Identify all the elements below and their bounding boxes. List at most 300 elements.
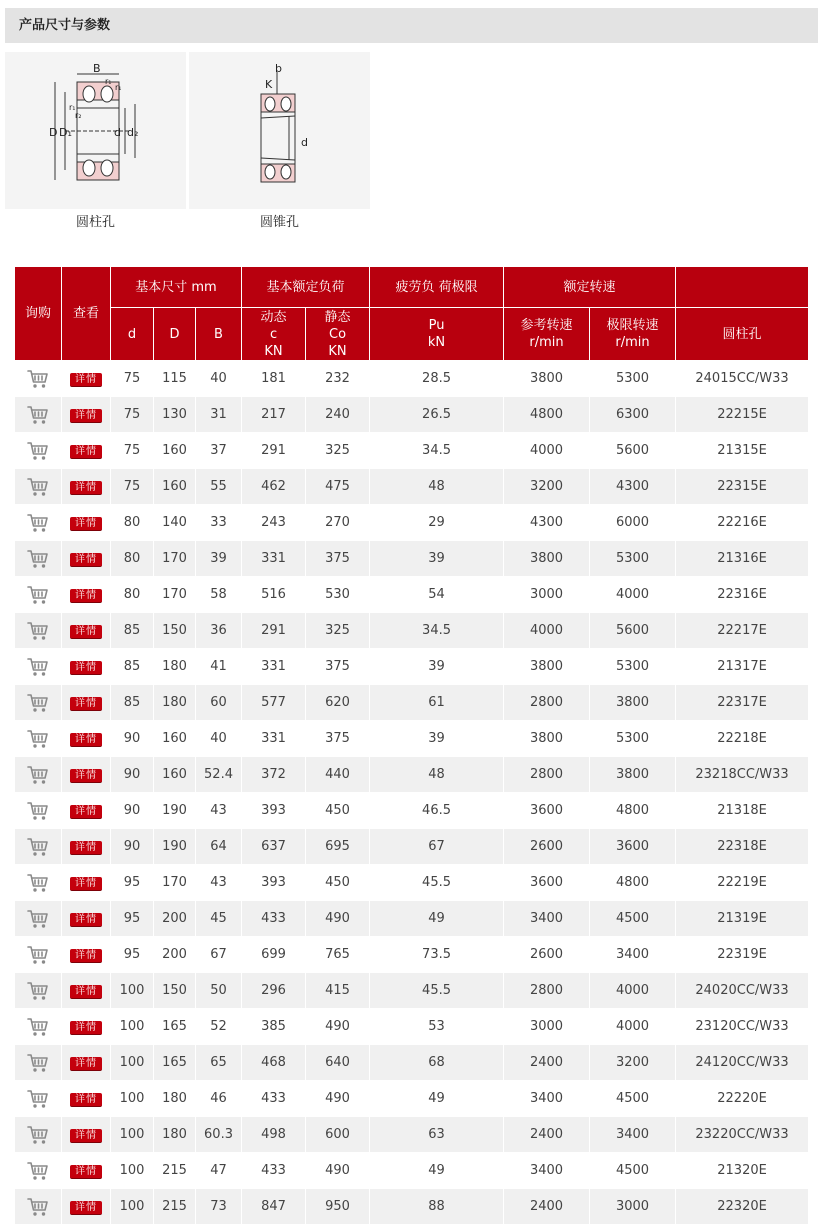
cell-ref-speed: 4000 xyxy=(504,433,590,469)
cell-dynamic-load: 699 xyxy=(242,937,306,973)
cell-dynamic-load: 637 xyxy=(242,829,306,865)
cell-limit-speed: 3600 xyxy=(590,829,676,865)
cell-D: 215 xyxy=(154,1189,196,1225)
cart-cell xyxy=(15,577,62,613)
cell-model: 22320E xyxy=(676,1189,809,1225)
header-basic-dims: 基本尺寸 mm xyxy=(111,267,242,308)
shopping-cart-icon[interactable] xyxy=(27,801,49,821)
header-rated-speed: 额定转速 xyxy=(504,267,676,308)
svg-text:d: d xyxy=(301,136,308,149)
cell-model: 24015CC/W33 xyxy=(676,361,809,397)
cell-D: 140 xyxy=(154,505,196,541)
detail-button[interactable]: 详情 xyxy=(70,949,102,963)
cell-fatigue-limit: 88 xyxy=(370,1189,504,1225)
table-row xyxy=(15,757,809,793)
cell-d: 85 xyxy=(111,685,154,721)
cylindrical-bore-caption: 圆柱孔 xyxy=(75,215,115,230)
table-row xyxy=(15,721,809,757)
cell-D: 215 xyxy=(154,1153,196,1189)
detail-cell xyxy=(62,865,111,901)
table-row xyxy=(15,793,809,829)
cell-dynamic-load: 181 xyxy=(242,361,306,397)
cell-d: 90 xyxy=(111,829,154,865)
cell-limit-speed: 4500 xyxy=(590,901,676,937)
detail-button[interactable]: 详情 xyxy=(70,553,102,567)
shopping-cart-icon[interactable] xyxy=(27,765,49,785)
detail-button[interactable]: 详情 xyxy=(70,913,102,927)
detail-cell xyxy=(62,757,111,793)
cell-fatigue-limit: 39 xyxy=(370,721,504,757)
cell-model: 24120CC/W33 xyxy=(676,1045,809,1081)
cell-ref-speed: 3400 xyxy=(504,1153,590,1189)
table-row xyxy=(15,1153,809,1189)
table-row xyxy=(15,973,809,1009)
table-row xyxy=(15,865,809,901)
cell-static-load: 440 xyxy=(306,757,370,793)
svg-text:r₁: r₁ xyxy=(115,83,122,92)
cell-ref-speed: 3800 xyxy=(504,361,590,397)
cell-static-load: 695 xyxy=(306,829,370,865)
cell-fatigue-limit: 63 xyxy=(370,1117,504,1153)
cell-ref-speed: 3800 xyxy=(504,649,590,685)
cell-fatigue-limit: 49 xyxy=(370,901,504,937)
header-rated-load: 基本额定负荷 xyxy=(242,267,370,308)
detail-cell xyxy=(62,721,111,757)
cell-ref-speed: 2400 xyxy=(504,1045,590,1081)
cell-model: 21317E xyxy=(676,649,809,685)
cell-D: 200 xyxy=(154,937,196,973)
cell-model: 23220CC/W33 xyxy=(676,1117,809,1153)
cell-ref-speed: 2400 xyxy=(504,1117,590,1153)
cell-fatigue-limit: 46.5 xyxy=(370,793,504,829)
detail-button[interactable]: 详情 xyxy=(70,1021,102,1035)
cart-cell xyxy=(15,829,62,865)
detail-button[interactable]: 详情 xyxy=(70,481,102,495)
cart-cell xyxy=(15,685,62,721)
cell-limit-speed: 5300 xyxy=(590,721,676,757)
detail-cell xyxy=(62,901,111,937)
cell-static-load: 765 xyxy=(306,937,370,973)
shopping-cart-icon[interactable] xyxy=(27,405,49,425)
cell-dynamic-load: 847 xyxy=(242,1189,306,1225)
shopping-cart-icon[interactable] xyxy=(27,1125,49,1145)
cell-static-load: 325 xyxy=(306,613,370,649)
svg-text:r₂: r₂ xyxy=(75,111,82,120)
detail-cell xyxy=(62,361,111,397)
cell-B: 65 xyxy=(196,1045,242,1081)
shopping-cart-icon[interactable] xyxy=(27,981,49,1001)
detail-button[interactable]: 详情 xyxy=(70,1165,102,1179)
cell-limit-speed: 6300 xyxy=(590,397,676,433)
table-row xyxy=(15,1009,809,1045)
cell-dynamic-load: 291 xyxy=(242,613,306,649)
section-title: 产品尺寸与参数 xyxy=(5,8,818,43)
cell-fatigue-limit: 34.5 xyxy=(370,613,504,649)
cell-D: 200 xyxy=(154,901,196,937)
cell-model: 22317E xyxy=(676,685,809,721)
cell-model: 22318E xyxy=(676,829,809,865)
cell-static-load: 530 xyxy=(306,577,370,613)
cart-cell xyxy=(15,361,62,397)
cell-d: 90 xyxy=(111,721,154,757)
detail-button[interactable]: 详情 xyxy=(70,661,102,675)
tapered-bore-caption: 圆锥孔 xyxy=(259,215,299,230)
detail-cell xyxy=(62,541,111,577)
detail-cell xyxy=(62,397,111,433)
cell-static-load: 490 xyxy=(306,1009,370,1045)
cart-cell xyxy=(15,1081,62,1117)
cart-cell xyxy=(15,973,62,1009)
cart-cell xyxy=(15,1117,62,1153)
cell-B: 33 xyxy=(196,505,242,541)
header-pu: Pu kN xyxy=(370,308,504,361)
cell-B: 37 xyxy=(196,433,242,469)
detail-button[interactable]: 详情 xyxy=(70,625,102,639)
cell-B: 40 xyxy=(196,361,242,397)
svg-text:d₂: d₂ xyxy=(127,126,139,139)
detail-button[interactable]: 详情 xyxy=(70,805,102,819)
shopping-cart-icon[interactable] xyxy=(27,477,49,497)
cell-static-load: 325 xyxy=(306,433,370,469)
cell-d: 75 xyxy=(111,433,154,469)
cell-static-load: 375 xyxy=(306,649,370,685)
detail-button[interactable]: 详情 xyxy=(70,877,102,891)
cell-dynamic-load: 331 xyxy=(242,541,306,577)
header-fatigue: 疲劳负 荷极限 xyxy=(370,267,504,308)
shopping-cart-icon[interactable] xyxy=(27,1161,49,1181)
header-B: B xyxy=(196,308,242,361)
cell-D: 165 xyxy=(154,1009,196,1045)
cell-D: 170 xyxy=(154,541,196,577)
cell-B: 31 xyxy=(196,397,242,433)
detail-button[interactable]: 详情 xyxy=(70,445,102,459)
cart-cell xyxy=(15,613,62,649)
cell-static-load: 475 xyxy=(306,469,370,505)
shopping-cart-icon[interactable] xyxy=(27,585,49,605)
cell-D: 180 xyxy=(154,685,196,721)
svg-text:d: d xyxy=(114,126,121,139)
cell-B: 43 xyxy=(196,865,242,901)
cell-D: 150 xyxy=(154,973,196,1009)
header-d: d xyxy=(111,308,154,361)
cell-limit-speed: 3200 xyxy=(590,1045,676,1081)
cell-model: 21318E xyxy=(676,793,809,829)
cell-model: 22215E xyxy=(676,397,809,433)
cell-dynamic-load: 296 xyxy=(242,973,306,1009)
cell-model: 23120CC/W33 xyxy=(676,1009,809,1045)
cell-static-load: 375 xyxy=(306,721,370,757)
cell-d: 95 xyxy=(111,937,154,973)
cell-limit-speed: 3800 xyxy=(590,757,676,793)
table-row xyxy=(15,505,809,541)
detail-cell xyxy=(62,793,111,829)
svg-text:D: D xyxy=(49,126,58,139)
table-row xyxy=(15,649,809,685)
cell-ref-speed: 3600 xyxy=(504,865,590,901)
cell-fatigue-limit: 54 xyxy=(370,577,504,613)
detail-cell xyxy=(62,1081,111,1117)
detail-cell xyxy=(62,433,111,469)
cell-limit-speed: 4800 xyxy=(590,793,676,829)
detail-button[interactable]: 详情 xyxy=(70,373,102,387)
shopping-cart-icon[interactable] xyxy=(27,1053,49,1073)
detail-button[interactable]: 详情 xyxy=(70,841,102,855)
cell-static-load: 490 xyxy=(306,1153,370,1189)
cell-dynamic-load: 291 xyxy=(242,433,306,469)
cell-d: 95 xyxy=(111,901,154,937)
cart-cell xyxy=(15,1009,62,1045)
cell-dynamic-load: 433 xyxy=(242,1153,306,1189)
detail-button[interactable]: 详情 xyxy=(70,697,102,711)
cell-D: 130 xyxy=(154,397,196,433)
detail-cell xyxy=(62,1153,111,1189)
cell-dynamic-load: 433 xyxy=(242,901,306,937)
cell-model: 22219E xyxy=(676,865,809,901)
detail-cell xyxy=(62,1045,111,1081)
cart-cell xyxy=(15,649,62,685)
cart-cell xyxy=(15,1153,62,1189)
cell-fatigue-limit: 29 xyxy=(370,505,504,541)
cell-limit-speed: 4000 xyxy=(590,973,676,1009)
cell-d: 85 xyxy=(111,649,154,685)
cell-B: 64 xyxy=(196,829,242,865)
cell-model: 22217E xyxy=(676,613,809,649)
table-row xyxy=(15,1189,809,1225)
cell-dynamic-load: 433 xyxy=(242,1081,306,1117)
cell-model: 22220E xyxy=(676,1081,809,1117)
cell-fatigue-limit: 28.5 xyxy=(370,361,504,397)
shopping-cart-icon[interactable] xyxy=(27,1017,49,1037)
cell-limit-speed: 5300 xyxy=(590,361,676,397)
cell-ref-speed: 3800 xyxy=(504,541,590,577)
cell-B: 67 xyxy=(196,937,242,973)
shopping-cart-icon[interactable] xyxy=(27,945,49,965)
header-inquiry: 询购 xyxy=(15,267,62,361)
shopping-cart-icon[interactable] xyxy=(27,1089,49,1109)
cell-B: 45 xyxy=(196,901,242,937)
cell-B: 52.4 xyxy=(196,757,242,793)
cart-cell xyxy=(15,757,62,793)
header-ref-speed: 参考转速 r/min xyxy=(504,308,590,361)
cell-B: 60 xyxy=(196,685,242,721)
cell-d: 80 xyxy=(111,505,154,541)
cell-d: 85 xyxy=(111,613,154,649)
cell-B: 52 xyxy=(196,1009,242,1045)
cell-fatigue-limit: 26.5 xyxy=(370,397,504,433)
cell-dynamic-load: 385 xyxy=(242,1009,306,1045)
cell-dynamic-load: 516 xyxy=(242,577,306,613)
detail-button[interactable]: 详情 xyxy=(70,1129,102,1143)
cell-d: 100 xyxy=(111,1081,154,1117)
cell-limit-speed: 5600 xyxy=(590,433,676,469)
cell-limit-speed: 3000 xyxy=(590,1189,676,1225)
cell-D: 160 xyxy=(154,469,196,505)
cell-d: 100 xyxy=(111,973,154,1009)
cell-fatigue-limit: 53 xyxy=(370,1009,504,1045)
cell-d: 75 xyxy=(111,361,154,397)
cell-D: 170 xyxy=(154,865,196,901)
detail-cell xyxy=(62,649,111,685)
table-row xyxy=(15,937,809,973)
cart-cell xyxy=(15,433,62,469)
cell-D: 180 xyxy=(154,649,196,685)
header-dynamic: 动态 c KN xyxy=(242,308,306,361)
shopping-cart-icon[interactable] xyxy=(27,873,49,893)
cell-D: 170 xyxy=(154,577,196,613)
cell-limit-speed: 4500 xyxy=(590,1153,676,1189)
cell-dynamic-load: 393 xyxy=(242,793,306,829)
cell-model: 21316E xyxy=(676,541,809,577)
detail-cell xyxy=(62,973,111,1009)
cell-B: 58 xyxy=(196,577,242,613)
cell-ref-speed: 4000 xyxy=(504,613,590,649)
cell-ref-speed: 2400 xyxy=(504,1189,590,1225)
cell-model: 22319E xyxy=(676,937,809,973)
cart-cell xyxy=(15,865,62,901)
table-row xyxy=(15,397,809,433)
cart-cell xyxy=(15,1045,62,1081)
cell-ref-speed: 2600 xyxy=(504,937,590,973)
dim-b-label: B xyxy=(93,62,101,75)
cell-d: 100 xyxy=(111,1117,154,1153)
shopping-cart-icon[interactable] xyxy=(27,621,49,641)
table-row xyxy=(15,901,809,937)
cell-model: 24020CC/W33 xyxy=(676,973,809,1009)
cell-limit-speed: 3400 xyxy=(590,937,676,973)
svg-text:r₁: r₁ xyxy=(105,77,112,86)
shopping-cart-icon[interactable] xyxy=(27,513,49,533)
cell-fatigue-limit: 45.5 xyxy=(370,973,504,1009)
cell-B: 41 xyxy=(196,649,242,685)
cell-D: 190 xyxy=(154,793,196,829)
cell-ref-speed: 2800 xyxy=(504,973,590,1009)
cell-dynamic-load: 498 xyxy=(242,1117,306,1153)
cell-D: 165 xyxy=(154,1045,196,1081)
detail-cell xyxy=(62,1117,111,1153)
cell-fatigue-limit: 68 xyxy=(370,1045,504,1081)
cart-cell xyxy=(15,937,62,973)
svg-text:K: K xyxy=(265,78,273,91)
cell-B: 40 xyxy=(196,721,242,757)
cell-B: 60.3 xyxy=(196,1117,242,1153)
shopping-cart-icon[interactable] xyxy=(27,729,49,749)
cell-dynamic-load: 468 xyxy=(242,1045,306,1081)
cell-model: 22316E xyxy=(676,577,809,613)
detail-button[interactable]: 详情 xyxy=(70,517,102,531)
cell-B: 73 xyxy=(196,1189,242,1225)
cell-d: 100 xyxy=(111,1153,154,1189)
shopping-cart-icon[interactable] xyxy=(27,1197,49,1217)
cell-model: 21320E xyxy=(676,1153,809,1189)
cell-fatigue-limit: 49 xyxy=(370,1153,504,1189)
header-view: 查看 xyxy=(62,267,111,361)
cart-cell xyxy=(15,505,62,541)
table-row xyxy=(15,1081,809,1117)
cart-cell xyxy=(15,469,62,505)
detail-cell xyxy=(62,829,111,865)
cell-limit-speed: 4000 xyxy=(590,1009,676,1045)
cell-fatigue-limit: 45.5 xyxy=(370,865,504,901)
cell-model: 21319E xyxy=(676,901,809,937)
shopping-cart-icon[interactable] xyxy=(27,909,49,929)
detail-cell xyxy=(62,685,111,721)
cell-d: 90 xyxy=(111,757,154,793)
cell-d: 100 xyxy=(111,1045,154,1081)
cell-D: 180 xyxy=(154,1117,196,1153)
cell-limit-speed: 4300 xyxy=(590,469,676,505)
detail-button[interactable]: 详情 xyxy=(70,985,102,999)
detail-cell xyxy=(62,937,111,973)
header-model: 圆柱孔 xyxy=(676,308,809,361)
cell-fatigue-limit: 39 xyxy=(370,649,504,685)
cell-ref-speed: 2800 xyxy=(504,757,590,793)
cell-fatigue-limit: 67 xyxy=(370,829,504,865)
header-blank xyxy=(676,267,809,308)
cell-B: 39 xyxy=(196,541,242,577)
cell-fatigue-limit: 39 xyxy=(370,541,504,577)
cell-fatigue-limit: 49 xyxy=(370,1081,504,1117)
cell-limit-speed: 4500 xyxy=(590,1081,676,1117)
detail-button[interactable]: 详情 xyxy=(70,1057,102,1071)
bearing-spec-table xyxy=(14,266,809,1225)
cell-limit-speed: 3400 xyxy=(590,1117,676,1153)
table-row xyxy=(15,361,809,397)
cell-limit-speed: 3800 xyxy=(590,685,676,721)
cell-d: 100 xyxy=(111,1009,154,1045)
detail-button[interactable]: 详情 xyxy=(70,733,102,747)
detail-button[interactable]: 详情 xyxy=(70,1093,102,1107)
cell-static-load: 450 xyxy=(306,793,370,829)
shopping-cart-icon[interactable] xyxy=(27,657,49,677)
cell-D: 115 xyxy=(154,361,196,397)
detail-button[interactable]: 详情 xyxy=(70,769,102,783)
cart-cell xyxy=(15,397,62,433)
table-row xyxy=(15,613,809,649)
cell-ref-speed: 2600 xyxy=(504,829,590,865)
shopping-cart-icon[interactable] xyxy=(27,693,49,713)
cell-d: 75 xyxy=(111,397,154,433)
cell-ref-speed: 3000 xyxy=(504,1009,590,1045)
cell-static-load: 620 xyxy=(306,685,370,721)
cell-fatigue-limit: 34.5 xyxy=(370,433,504,469)
cell-static-load: 415 xyxy=(306,973,370,1009)
detail-button[interactable]: 详情 xyxy=(70,1201,102,1215)
detail-button[interactable]: 详情 xyxy=(70,589,102,603)
detail-cell xyxy=(62,469,111,505)
cell-d: 100 xyxy=(111,1189,154,1225)
table-row xyxy=(15,685,809,721)
cell-ref-speed: 3600 xyxy=(504,793,590,829)
detail-button[interactable]: 详情 xyxy=(70,409,102,423)
shopping-cart-icon[interactable] xyxy=(27,837,49,857)
shopping-cart-icon[interactable] xyxy=(27,549,49,569)
cell-fatigue-limit: 48 xyxy=(370,469,504,505)
cell-dynamic-load: 331 xyxy=(242,649,306,685)
detail-cell xyxy=(62,613,111,649)
cell-static-load: 270 xyxy=(306,505,370,541)
table-row xyxy=(15,433,809,469)
cell-ref-speed: 3800 xyxy=(504,721,590,757)
cell-B: 46 xyxy=(196,1081,242,1117)
cell-fatigue-limit: 48 xyxy=(370,757,504,793)
cell-D: 190 xyxy=(154,829,196,865)
shopping-cart-icon[interactable] xyxy=(27,369,49,389)
shopping-cart-icon[interactable] xyxy=(27,441,49,461)
cell-dynamic-load: 462 xyxy=(242,469,306,505)
cell-model: 22216E xyxy=(676,505,809,541)
cart-cell xyxy=(15,1189,62,1225)
cell-model: 21315E xyxy=(676,433,809,469)
